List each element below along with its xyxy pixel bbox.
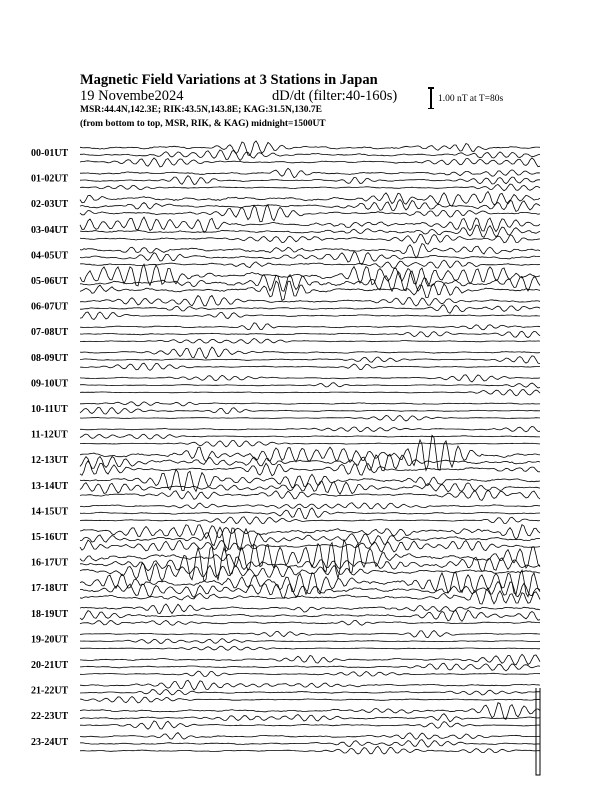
trace-rik-hour-5 — [80, 271, 540, 291]
station-coordinates: MSR:44.4N,142.3E; RIK:43.5N,143.8E; KAG:31.5N,130.7E — [80, 105, 322, 115]
trace-msr-hour-21 — [80, 697, 540, 703]
trace-kag-hour-23 — [80, 733, 540, 740]
trace-rik-hour-21 — [80, 689, 540, 695]
trace-msr-hour-6 — [80, 312, 540, 320]
trace-kag-hour-18 — [80, 604, 540, 614]
hour-label: 11-12UT — [31, 429, 68, 441]
trace-kag-hour-9 — [80, 375, 540, 382]
trace-msr-hour-0 — [80, 158, 540, 167]
hour-label: 13-14UT — [31, 480, 69, 492]
trace-kag-hour-14 — [80, 503, 540, 509]
trace-rik-hour-17 — [80, 582, 540, 599]
hour-label: 20-21UT — [31, 660, 69, 671]
trace-rik-hour-23 — [80, 740, 540, 748]
hour-label: 12-13UT — [31, 455, 69, 467]
hour-label: 06-07UT — [31, 301, 69, 313]
hour-label: 00-01UT — [31, 148, 69, 159]
hour-label: 18-19UT — [31, 608, 69, 620]
trace-kag-hour-15 — [80, 525, 540, 540]
trace-kag-hour-21 — [80, 680, 540, 690]
trace-msr-hour-18 — [80, 620, 540, 625]
trace-rik-hour-20 — [80, 663, 540, 671]
trace-kag-hour-10 — [80, 402, 540, 406]
trace-rik-hour-7 — [80, 331, 540, 337]
hour-label: 01-02UT — [31, 173, 69, 185]
trace-kag-hour-0 — [80, 141, 540, 156]
scale-bar-label: 1.00 nT at T=80s — [438, 94, 504, 104]
trace-msr-hour-2 — [80, 205, 540, 222]
station-order-note: (from bottom to top, MSR, RIK, & KAG) midnight=1500UT — [80, 119, 326, 129]
hour-label: 10-11UT — [31, 404, 68, 415]
trace-rik-hour-3 — [80, 225, 540, 237]
trace-msr-hour-19 — [80, 646, 540, 650]
hour-label: 14-15UT — [31, 506, 69, 518]
trace-msr-hour-11 — [80, 441, 540, 447]
trace-msr-hour-22 — [80, 721, 540, 729]
trace-kag-hour-16 — [80, 540, 540, 578]
trace-rik-hour-6 — [80, 305, 540, 314]
trace-kag-hour-12 — [80, 435, 540, 470]
trace-end-marker — [536, 688, 540, 775]
hour-label: 04-05UT — [31, 250, 69, 262]
trace-msr-hour-14 — [80, 517, 540, 525]
trace-kag-hour-3 — [80, 217, 540, 233]
hour-label: 15-16UT — [31, 532, 69, 543]
trace-rik-hour-10 — [80, 407, 540, 414]
trace-msr-hour-15 — [80, 540, 540, 552]
hour-label: 19-20UT — [31, 634, 69, 646]
chart-quantity: dD/dt (filter:40-160s) — [272, 88, 398, 104]
trace-rik-hour-8 — [80, 356, 540, 364]
hour-label: 16-17UT — [31, 557, 69, 569]
trace-msr-hour-1 — [80, 184, 540, 191]
trace-kag-hour-11 — [80, 426, 540, 432]
chart-title: Magnetic Field Variations at 3 Stations in Japan — [80, 72, 378, 88]
trace-kag-hour-1 — [80, 168, 540, 177]
trace-kag-hour-5 — [80, 264, 540, 286]
trace-rik-hour-18 — [80, 610, 540, 621]
trace-rik-hour-14 — [80, 508, 540, 519]
trace-msr-hour-3 — [80, 234, 540, 244]
trace-rik-hour-13 — [80, 481, 540, 494]
trace-kag-hour-22 — [80, 703, 540, 720]
trace-rik-hour-12 — [80, 454, 540, 471]
hour-label: 09-10UT — [31, 378, 69, 390]
hour-label: 22-23UT — [31, 711, 69, 723]
trace-msr-hour-9 — [80, 390, 540, 396]
trace-kag-hour-13 — [80, 469, 540, 491]
trace-rik-hour-1 — [80, 176, 540, 185]
trace-msr-hour-7 — [80, 339, 540, 344]
hour-label: 03-04UT — [31, 224, 69, 236]
trace-rik-hour-2 — [80, 200, 540, 212]
trace-msr-hour-4 — [80, 260, 540, 268]
hour-label: 21-22UT — [31, 685, 69, 697]
trace-msr-hour-10 — [80, 416, 540, 422]
trace-rik-hour-0 — [80, 150, 540, 161]
hour-label: 08-09UT — [31, 352, 69, 364]
trace-msr-hour-20 — [80, 671, 540, 676]
trace-kag-hour-6 — [80, 296, 540, 307]
trace-msr-hour-23 — [80, 746, 540, 754]
trace-msr-hour-13 — [80, 490, 540, 500]
trace-rik-hour-19 — [80, 639, 540, 644]
hour-label: 02-03UT — [31, 199, 69, 211]
hour-label: 05-06UT — [31, 276, 69, 287]
trace-kag-hour-19 — [80, 631, 540, 638]
trace-kag-hour-20 — [80, 654, 540, 665]
trace-rik-hour-22 — [80, 714, 540, 722]
trace-kag-hour-7 — [80, 323, 540, 330]
trace-msr-hour-8 — [80, 363, 540, 370]
trace-rik-hour-11 — [80, 434, 540, 439]
chart-date: 19 Novembe2024 — [80, 88, 184, 104]
hour-label: 23-24UT — [31, 736, 69, 748]
trace-kag-hour-4 — [80, 244, 540, 259]
hour-label: 17-18UT — [31, 583, 69, 595]
trace-kag-hour-8 — [80, 347, 540, 359]
trace-kag-hour-2 — [80, 192, 540, 207]
hour-label: 07-08UT — [31, 327, 69, 339]
trace-rik-hour-9 — [80, 383, 540, 388]
